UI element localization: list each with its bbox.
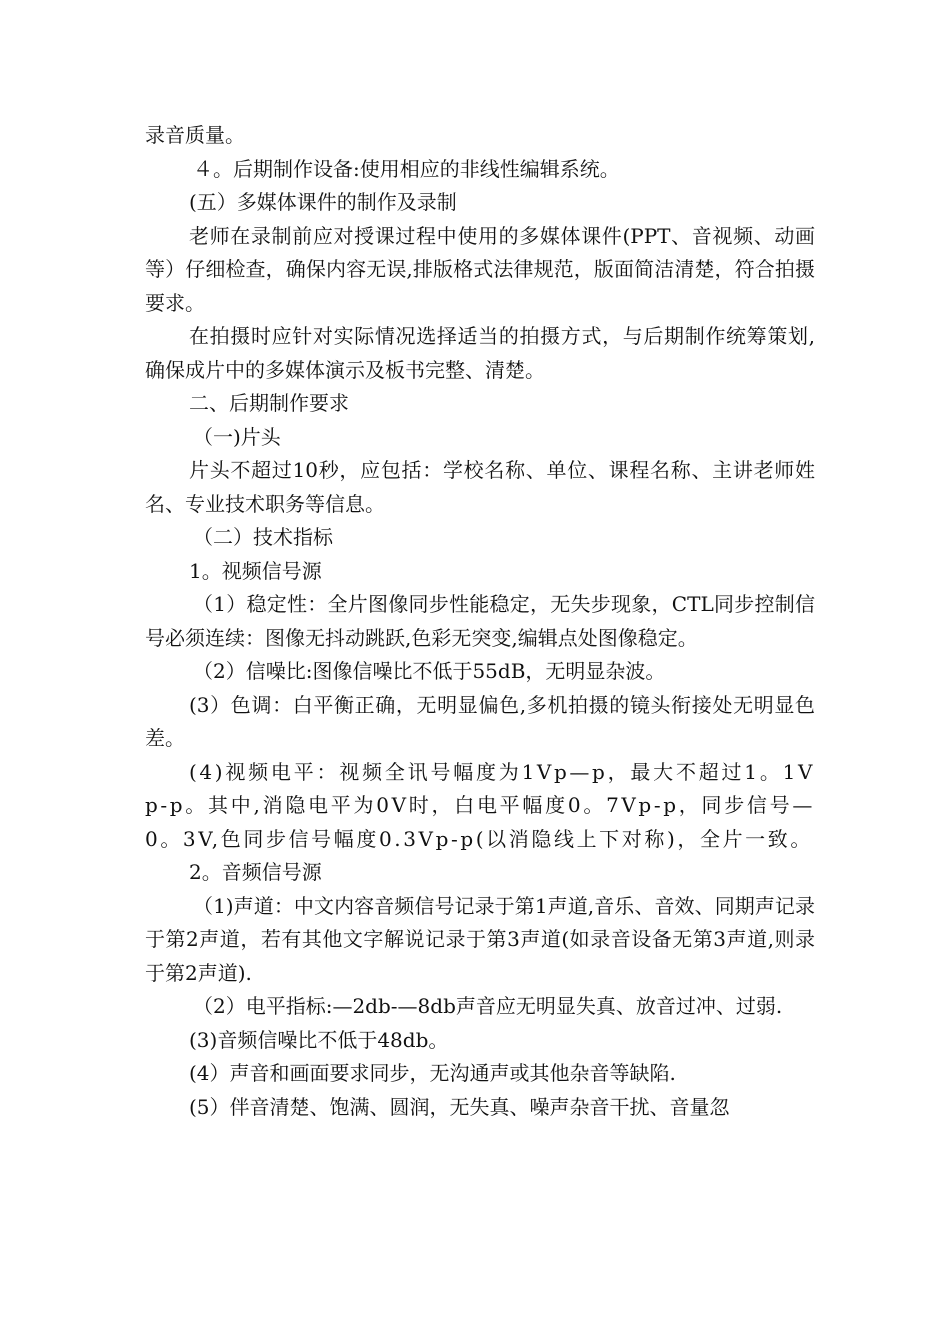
heading-audio-signal-source: 2。音频信号源	[189, 860, 322, 884]
paragraph-courseware-check: 老师在录制前应对授课过程中使用的多媒体课件(PPT、音视频、动画等）仔细检查，确保内容无误,排版格式法律规范，版面简洁清楚，符合拍摄要求。	[145, 223, 815, 315]
document-body	[145, 119, 815, 1124]
paragraph-color-tone: (3）色调：白平衡正确，无明显偏色,多机拍摄的镜头衔接处无明显色差。	[145, 692, 815, 750]
paragraph-recording-quality: 录音质量。	[145, 123, 245, 147]
paragraph-video-level: (4)视频电平：视频全讯号幅度为1Vp—p，最大不超过1。1Vp-p。其中,消隐电平为0V时，白电平幅度0。7Vp-p，同步信号—0。3V,色同步信号幅度0.3Vp-p(以消隐线上下对称)，全片一致。	[145, 759, 815, 851]
heading-opening-title: （一)片头	[193, 424, 281, 449]
paragraph-stability: （1）稳定性：全片图像同步性能稳定，无失步现象，CTL同步控制信号必须连续：图像无抖动跳跃,色彩无突变,编辑点处图像稳定。	[145, 592, 815, 650]
paragraph-accompaniment-clarity: (5）伴音清楚、饱满、圆润，无失真、噪声杂音干扰、音量忽	[189, 1094, 730, 1119]
heading-multimedia-courseware: (五）多媒体课件的制作及录制	[189, 190, 457, 214]
heading-technical-indicators: （二）技术指标	[193, 525, 333, 549]
paragraph-audio-channel: （1)声道：中文内容音频信号记录于第1声道,音乐、音效、同期声记录于第2声道，若有其他文字解说记录于第3声道(如录音设备无第3声道,则录于第2声道).	[145, 893, 815, 985]
paragraph-post-production-equipment: ４。后期制作设备:使用相应的非线性编辑系统。	[193, 156, 620, 181]
heading-video-signal-source: 1。视频信号源	[189, 558, 322, 583]
paragraph-audio-video-sync: (4）声音和画面要求同步，无沟通声或其他杂音等缺陷.	[189, 1061, 676, 1085]
paragraph-opening-title: 片头不超过10秒，应包括：学校名称、单位、课程名称、主讲老师姓名、专业技术职务等信息。	[145, 458, 815, 516]
heading-post-production-requirements: 二、后期制作要求	[189, 391, 349, 415]
paragraph-level-indicators: （2）电平指标:—2db-—8db声音应无明显失真、放音过冲、过弱.	[193, 994, 783, 1018]
paragraph-snr: （2）信噪比:图像信噪比不低于55dB，无明显杂波。	[193, 659, 666, 683]
paragraph-shooting-method: 在拍摄时应针对实际情况选择适当的拍摄方式，与后期制作统筹策划,确保成片中的多媒体演示及板书完整、清楚。	[145, 324, 815, 382]
paragraph-audio-snr: (3)音频信噪比不低于48db。	[189, 1027, 449, 1052]
